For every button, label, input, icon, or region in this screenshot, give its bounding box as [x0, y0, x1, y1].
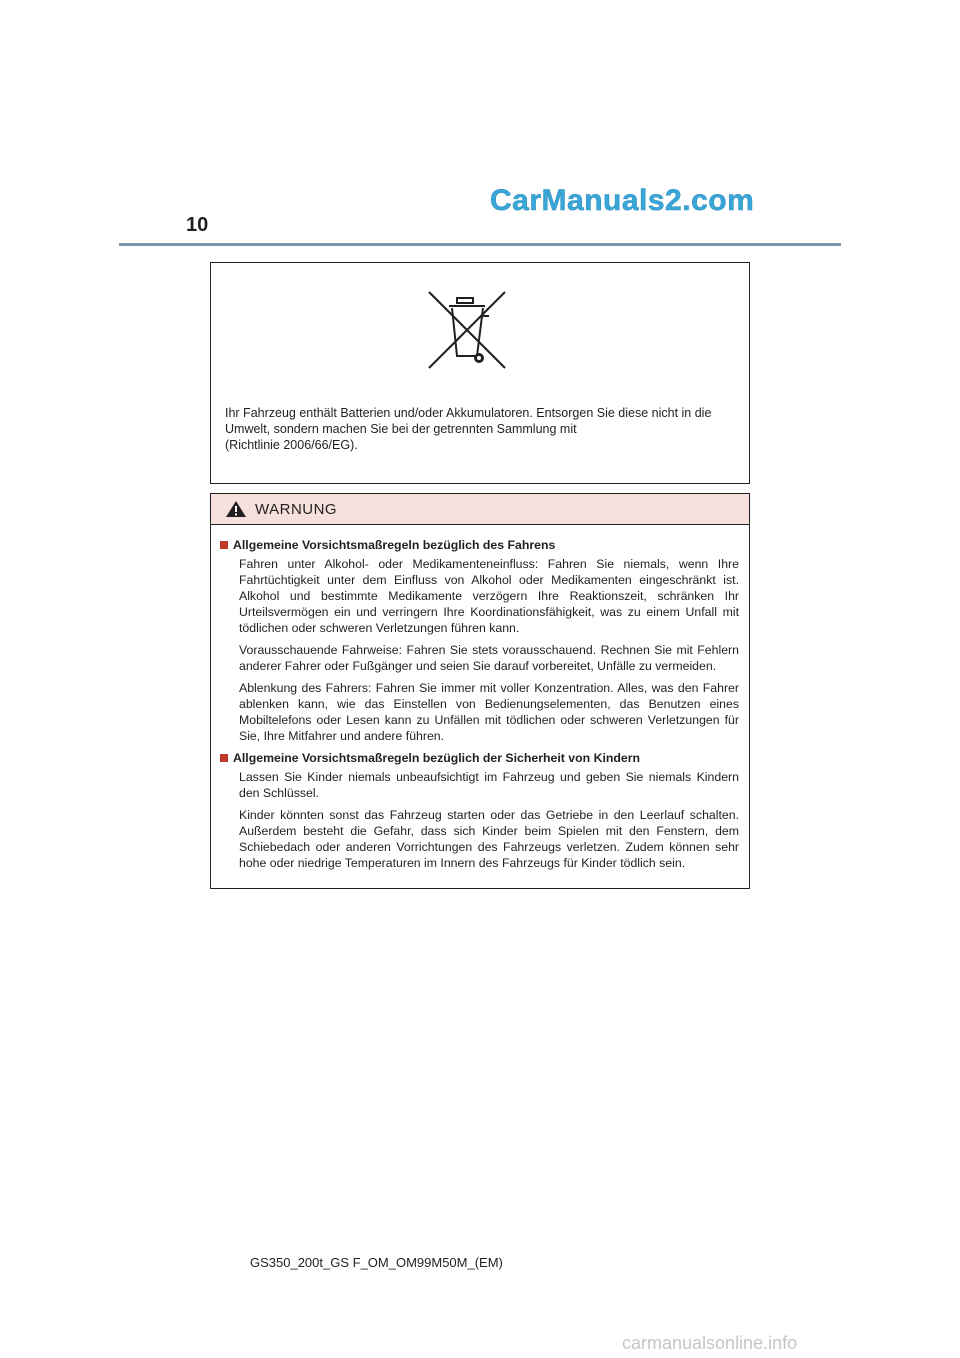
crossed-out-wheelie-bin-icon	[427, 290, 507, 370]
paragraph: Ablenkung des Fahrers: Fahren Sie immer mit voller Konzentration. Alles, was den Fahrer ablenken kann, wie das Einstellen von Bedienungselementen, das Benutzen eines Mobiltelefons oder Lesen kann zu Unfällen mit tödlichen oder schweren Verletzungen für Sie, Ihre Mitfahrer und andere führen.	[239, 681, 739, 743]
page-number: 10	[186, 214, 209, 236]
paragraph: Vorausschauende Fahrweise: Fahren Sie stets vorausschauend. Rechnen Sie mit Fehlern anderer Fahrer oder Fußgänger und seien Sie darauf vorbereitet, Unfälle zu vermeiden.	[239, 643, 739, 673]
disposal-line: Umwelt, sondern machen Sie bei der getrennten Sammlung mit	[225, 422, 577, 436]
paragraph: Lassen Sie Kinder niemals unbeaufsichtigt im Fahrzeug und geben Sie niemals Kindern den Schlüssel.	[239, 770, 739, 800]
watermark-footer-link[interactable]: carmanualsonline.info	[622, 1333, 798, 1353]
warning-box	[210, 493, 750, 889]
paragraph: Fahren unter Alkohol- oder Medikamenteneinfluss: Fahren Sie niemals, wenn Ihre Fahrtüchtigkeit unter dem Einfluss von Alkohol oder Medikamenten eingeschränkt ist. Alkohol und bestimmte Medikamente verzögern Ihre Reaktionszeit, schränken Ihr Urteilsvermögen ein und verringern Ihre Koordinationsfähigkeit, was zu einem Unfall mit tödlichen oder schweren Verletzungen führen kann.	[239, 557, 739, 635]
section-heading-children	[220, 750, 739, 766]
warning-title: WARNUNG	[255, 500, 338, 518]
header-divider	[119, 243, 841, 246]
section-heading-text: Allgemeine Vorsichtsmaßregeln bezüglich des Fahrens	[233, 538, 556, 552]
battery-disposal-text	[225, 405, 735, 453]
section-heading-driving	[220, 537, 739, 553]
section-heading-text: Allgemeine Vorsichtsmaßregeln bezüglich der Sicherheit von Kindern	[233, 751, 641, 765]
red-square-bullet-icon	[220, 754, 228, 762]
warning-header	[211, 494, 749, 525]
disposal-line: (Richtlinie 2006/66/EG).	[225, 438, 358, 452]
warning-triangle-icon	[225, 500, 247, 518]
watermark-link[interactable]: CarManuals2.com	[490, 184, 755, 217]
battery-disposal-notice	[210, 262, 750, 484]
warning-body	[211, 525, 749, 871]
red-square-bullet-icon	[220, 541, 228, 549]
disposal-line: Ihr Fahrzeug enthält Batterien und/oder Akkumulatoren. Entsorgen Sie diese nicht in die	[225, 406, 712, 420]
document-footer: GS350_200t_GS F_OM_OM99M50M_(EM)	[250, 1255, 503, 1270]
paragraph: Kinder könnten sonst das Fahrzeug starten oder das Getriebe in den Leerlauf schalten. Außerdem besteht die Gefahr, dass sich Kinder beim Spielen mit den Fenstern, dem Schiebedach oder anderen Vorrichtungen des Fahrzeugs verletzen. Zudem können sehr hohe oder niedrige Temperaturen im Innern des Fahrzeugs für Kinder tödlich sein.	[239, 808, 739, 870]
